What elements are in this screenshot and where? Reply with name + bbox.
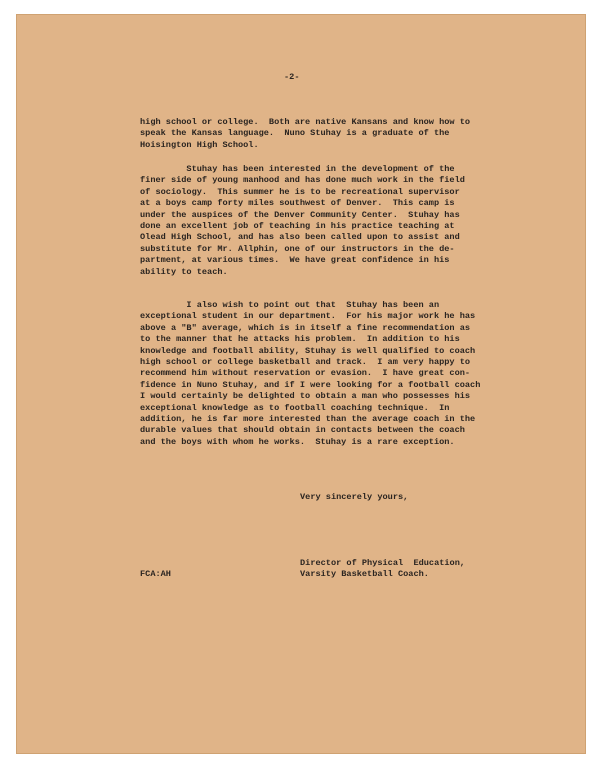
paragraph-2: Stuhay has been interested in the development of the finer side of young manhood and has done much work in the field of sociology. This summer he is to be recreational supervisor at a boys camp forty miles southwest of Denver. This camp is under the auspices of the Denver Community Center. Stuhay has done an excellent job of teaching in his practice teaching at Olead High School, and has also been called upon to assist and substitute for Mr. Allphin, one of our instructors in the de- partment, at various times. We have great confidence in his ability to teach. — [140, 164, 465, 277]
paragraph-3: I also wish to point out that Stuhay has been an exceptional student in our department. For his major work he has above a "B" average, which is in itself a fine recommendation as to the manner that he attacks his problem. In addition to his knowledge and football ability, Stuhay is well qualified to coach high school or college basketball and track. I am very happy to recommend him without reservation or evasion. I have great con- fidence in Nuno Stuhay, and if I were looking for a football coach I would certainly be delighted to obtain a man who possesses his exceptional knowledge as to football coaching technique. In addition, he is far more interested than the average coach in the durable values that should obtain in contacts between the coach and the boys with whom he works. Stuhay is a rare exception. — [140, 300, 481, 447]
closing: Very sincerely yours, — [300, 492, 409, 502]
signature-block: Director of Physical Education, Varsity Basketball Coach. — [300, 558, 466, 580]
page-number: -2- — [284, 72, 300, 82]
letter-page — [16, 14, 586, 754]
paragraph-1: high school or college. Both are native Kansans and know how to speak the Kansas language. Nuno Stuhay is a graduate of the Hoisington High School. — [140, 117, 471, 150]
reference-initials: FCA:AH — [140, 569, 171, 579]
